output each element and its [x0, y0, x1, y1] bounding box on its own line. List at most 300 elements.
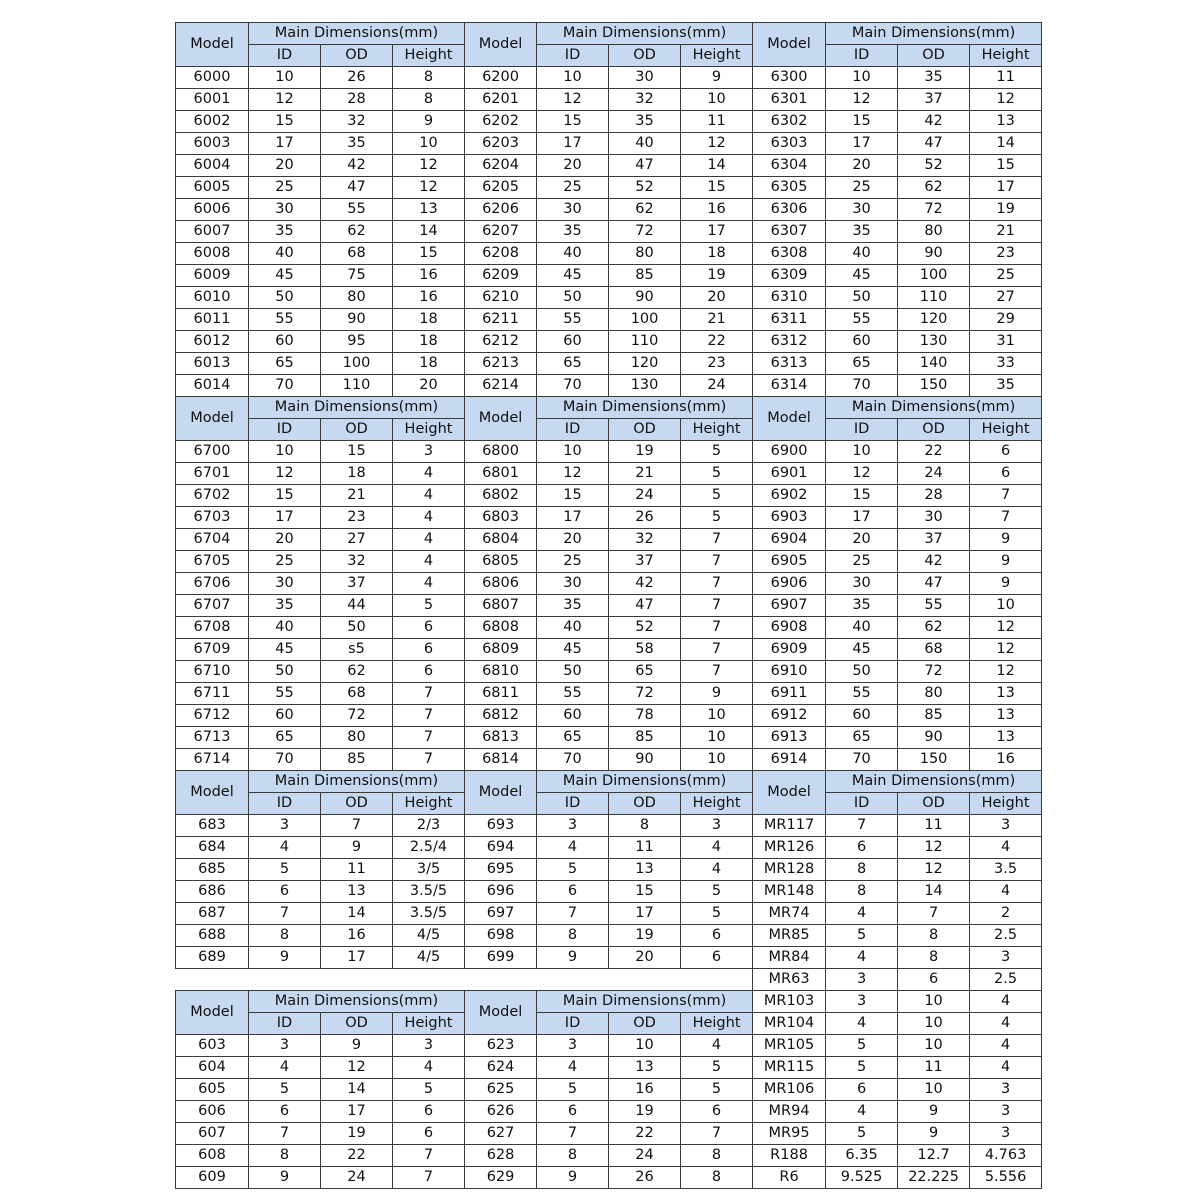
main-dimensions-header: Main Dimensions(mm) [537, 771, 753, 793]
model-cell: 6806 [465, 573, 537, 595]
model-cell: 6709 [176, 639, 249, 661]
height-cell: 20 [681, 287, 753, 309]
height-cell: 13 [970, 727, 1042, 749]
id-cell: 25 [826, 551, 898, 573]
table-row [176, 309, 1042, 331]
id-cell: 30 [826, 573, 898, 595]
height-cell: 16 [681, 199, 753, 221]
table-row [176, 507, 1042, 529]
od-cell: 95 [321, 331, 393, 353]
model-cell: 605 [176, 1079, 249, 1101]
id-cell: 40 [826, 617, 898, 639]
od-cell: 80 [898, 683, 970, 705]
model-cell: 6812 [465, 705, 537, 727]
table-row [176, 903, 1042, 925]
model-cell: 623 [465, 1035, 537, 1057]
model-cell: 6305 [753, 177, 826, 199]
model-cell: 6213 [465, 353, 537, 375]
od-cell: 100 [898, 265, 970, 287]
model-cell: MR85 [753, 925, 826, 947]
od-cell: 6 [898, 969, 970, 991]
height-cell: 31 [970, 331, 1042, 353]
id-cell: 20 [249, 529, 321, 551]
model-cell: 609 [176, 1167, 249, 1189]
od-cell: 47 [609, 155, 681, 177]
model-cell: 6000 [176, 67, 249, 89]
model-header: Model [753, 771, 826, 815]
height-cell: 16 [393, 287, 465, 309]
id-cell: 4 [249, 1057, 321, 1079]
height-header: Height [393, 419, 465, 441]
id-cell: 9 [249, 947, 321, 969]
id-cell: 60 [249, 705, 321, 727]
od-cell: 22.225 [898, 1167, 970, 1189]
id-cell: 6 [537, 1101, 609, 1123]
table-row [176, 133, 1042, 155]
od-cell: 9 [898, 1123, 970, 1145]
table-row [176, 463, 1042, 485]
od-cell: 80 [321, 287, 393, 309]
header-row [176, 771, 1042, 793]
model-cell: 6206 [465, 199, 537, 221]
height-cell: 10 [970, 595, 1042, 617]
od-cell: 8 [898, 947, 970, 969]
height-header: Height [970, 45, 1042, 67]
model-cell: 6911 [753, 683, 826, 705]
od-cell: 20 [609, 947, 681, 969]
od-cell: 7 [898, 903, 970, 925]
height-cell: 6 [970, 441, 1042, 463]
model-cell: 6301 [753, 89, 826, 111]
height-cell: 3 [970, 1079, 1042, 1101]
od-cell: 12 [321, 1057, 393, 1079]
height-cell: 7 [393, 1167, 465, 1189]
id-cell: 9 [249, 1167, 321, 1189]
model-cell: 697 [465, 903, 537, 925]
id-cell: 12 [826, 463, 898, 485]
model-cell: MR104 [753, 1013, 826, 1035]
model-cell: 6006 [176, 199, 249, 221]
id-header: ID [249, 1013, 321, 1035]
height-cell: 18 [393, 353, 465, 375]
main-dimensions-header: Main Dimensions(mm) [537, 397, 753, 419]
model-cell: 6808 [465, 617, 537, 639]
id-cell: 70 [826, 749, 898, 771]
height-cell: 4 [970, 1035, 1042, 1057]
table-row [176, 221, 1042, 243]
od-cell: 8 [898, 925, 970, 947]
id-cell: 15 [537, 485, 609, 507]
height-cell: 5 [681, 441, 753, 463]
od-cell: 90 [321, 309, 393, 331]
table-row [176, 1079, 1042, 1101]
table-row [176, 529, 1042, 551]
height-cell: 12 [970, 661, 1042, 683]
id-cell: 9 [537, 947, 609, 969]
od-cell: 26 [321, 67, 393, 89]
id-cell: 12 [537, 89, 609, 111]
od-cell: 42 [898, 551, 970, 573]
id-cell: 12 [826, 89, 898, 111]
height-cell: 11 [970, 67, 1042, 89]
height-cell: 4 [970, 991, 1042, 1013]
height-cell: 8 [393, 67, 465, 89]
model-cell: 686 [176, 881, 249, 903]
id-cell: 45 [826, 265, 898, 287]
od-cell: 47 [321, 177, 393, 199]
height-cell: 2.5 [970, 969, 1042, 991]
model-cell: 603 [176, 1035, 249, 1057]
id-cell: 20 [537, 529, 609, 551]
height-cell: 14 [393, 221, 465, 243]
od-cell: 30 [898, 507, 970, 529]
id-cell: 30 [537, 573, 609, 595]
od-cell: 37 [898, 89, 970, 111]
od-cell: 68 [898, 639, 970, 661]
model-cell: MR117 [753, 815, 826, 837]
height-cell: 3 [681, 815, 753, 837]
od-cell: 28 [321, 89, 393, 111]
id-cell: 3 [537, 1035, 609, 1057]
model-cell: 6800 [465, 441, 537, 463]
id-cell: 12 [537, 463, 609, 485]
model-cell: 6200 [465, 67, 537, 89]
model-header: Model [753, 23, 826, 67]
table-row [176, 177, 1042, 199]
height-cell: 5 [393, 1079, 465, 1101]
id-cell: 35 [537, 595, 609, 617]
od-cell: 85 [321, 749, 393, 771]
height-cell: 9 [393, 111, 465, 133]
id-cell: 5 [249, 859, 321, 881]
model-cell: 6312 [753, 331, 826, 353]
od-cell: 90 [898, 243, 970, 265]
id-cell: 4 [826, 1101, 898, 1123]
height-cell: 18 [681, 243, 753, 265]
id-cell: 70 [537, 375, 609, 397]
height-cell: 13 [393, 199, 465, 221]
table-row [176, 1101, 1042, 1123]
model-header: Model [465, 771, 537, 815]
height-cell: 7 [393, 705, 465, 727]
height-header: Height [681, 419, 753, 441]
id-cell: 20 [826, 529, 898, 551]
od-cell: 130 [609, 375, 681, 397]
height-cell: 7 [681, 529, 753, 551]
table-row [176, 969, 1042, 991]
subheader-row [176, 1013, 1042, 1035]
od-cell: 68 [321, 243, 393, 265]
id-cell: 3 [826, 969, 898, 991]
height-cell: 15 [393, 243, 465, 265]
main-dimensions-header: Main Dimensions(mm) [249, 397, 465, 419]
model-cell: 6302 [753, 111, 826, 133]
od-cell: 17 [609, 903, 681, 925]
model-header: Model [176, 23, 249, 67]
id-cell: 9.525 [826, 1167, 898, 1189]
table-row [176, 837, 1042, 859]
model-cell: 627 [465, 1123, 537, 1145]
od-cell: 9 [321, 837, 393, 859]
height-cell: 2 [970, 903, 1042, 925]
height-cell: 21 [681, 309, 753, 331]
id-cell: 35 [249, 221, 321, 243]
table-row [176, 947, 1042, 969]
model-cell: 6311 [753, 309, 826, 331]
height-cell: 12 [970, 89, 1042, 111]
height-cell: 4.763 [970, 1145, 1042, 1167]
model-cell: MR148 [753, 881, 826, 903]
od-cell: 13 [609, 1057, 681, 1079]
table-row [176, 111, 1042, 133]
height-cell: 4 [970, 1013, 1042, 1035]
id-cell: 7 [249, 903, 321, 925]
model-cell: 684 [176, 837, 249, 859]
model-cell: MR115 [753, 1057, 826, 1079]
od-cell: 110 [321, 375, 393, 397]
id-cell: 4 [249, 837, 321, 859]
od-cell: 24 [898, 463, 970, 485]
id-cell: 5 [826, 1123, 898, 1145]
height-cell: 3 [970, 1123, 1042, 1145]
id-cell: 25 [826, 177, 898, 199]
height-header: Height [681, 1013, 753, 1035]
model-cell: 6304 [753, 155, 826, 177]
model-cell: 6306 [753, 199, 826, 221]
od-cell: 120 [609, 353, 681, 375]
od-cell: 58 [609, 639, 681, 661]
model-cell: 683 [176, 815, 249, 837]
od-cell: 10 [898, 1079, 970, 1101]
id-cell: 6 [249, 1101, 321, 1123]
table-row [176, 661, 1042, 683]
model-cell: MR94 [753, 1101, 826, 1123]
model-header: Model [465, 991, 537, 1035]
id-cell: 6 [826, 1079, 898, 1101]
model-cell: 6902 [753, 485, 826, 507]
od-cell: 55 [321, 199, 393, 221]
id-cell: 65 [249, 727, 321, 749]
height-cell: 7 [393, 727, 465, 749]
height-cell: 3 [970, 947, 1042, 969]
height-cell: 14 [970, 133, 1042, 155]
od-cell: 19 [609, 925, 681, 947]
height-cell: 12 [970, 639, 1042, 661]
od-cell: 80 [898, 221, 970, 243]
table-row [176, 67, 1042, 89]
height-cell: 5 [681, 1057, 753, 1079]
model-cell: MR126 [753, 837, 826, 859]
id-cell: 8 [537, 1145, 609, 1167]
od-cell: 9 [321, 1035, 393, 1057]
id-cell: 25 [537, 551, 609, 573]
id-cell: 20 [537, 155, 609, 177]
id-cell: 10 [537, 67, 609, 89]
model-cell: 6002 [176, 111, 249, 133]
model-cell: 6003 [176, 133, 249, 155]
id-cell: 65 [537, 727, 609, 749]
id-cell: 6 [537, 881, 609, 903]
height-cell: 4 [393, 551, 465, 573]
height-header: Height [970, 419, 1042, 441]
id-cell: 8 [249, 1145, 321, 1167]
od-cell: 35 [609, 111, 681, 133]
od-cell: 35 [321, 133, 393, 155]
height-cell: 29 [970, 309, 1042, 331]
id-cell: 25 [249, 177, 321, 199]
subheader-row [176, 419, 1042, 441]
id-cell: 25 [537, 177, 609, 199]
id-cell: 12 [249, 463, 321, 485]
od-cell: 30 [609, 67, 681, 89]
model-header: Model [176, 771, 249, 815]
height-cell: 16 [970, 749, 1042, 771]
od-cell: 28 [898, 485, 970, 507]
height-cell: 18 [393, 309, 465, 331]
od-header: OD [321, 419, 393, 441]
id-cell: 5 [537, 859, 609, 881]
height-cell: 7 [681, 639, 753, 661]
model-cell: 6804 [465, 529, 537, 551]
od-cell: 10 [898, 991, 970, 1013]
height-cell: 5 [393, 595, 465, 617]
id-cell: 5 [826, 925, 898, 947]
id-cell: 10 [249, 67, 321, 89]
od-cell: 19 [609, 441, 681, 463]
model-cell: 6207 [465, 221, 537, 243]
id-cell: 7 [537, 1123, 609, 1145]
od-cell: 15 [321, 441, 393, 463]
model-cell: 6712 [176, 705, 249, 727]
model-cell: 6308 [753, 243, 826, 265]
height-cell: 4 [393, 1057, 465, 1079]
table-row [176, 1167, 1042, 1189]
model-cell: 607 [176, 1123, 249, 1145]
model-cell: 6906 [753, 573, 826, 595]
height-cell: 9 [970, 573, 1042, 595]
id-header: ID [826, 419, 898, 441]
id-cell: 55 [826, 309, 898, 331]
od-cell: 16 [321, 925, 393, 947]
od-cell: 27 [321, 529, 393, 551]
height-cell: 6 [393, 1101, 465, 1123]
od-cell: 42 [609, 573, 681, 595]
height-cell: 23 [681, 353, 753, 375]
od-header: OD [609, 45, 681, 67]
height-cell: 3.5/5 [393, 881, 465, 903]
od-cell: 110 [609, 331, 681, 353]
model-cell: 6811 [465, 683, 537, 705]
height-header: Height [393, 793, 465, 815]
id-cell: 8 [826, 881, 898, 903]
height-header: Height [393, 1013, 465, 1035]
od-cell: 100 [321, 353, 393, 375]
model-cell: 6904 [753, 529, 826, 551]
table-row [176, 749, 1042, 771]
model-header: Model [465, 23, 537, 67]
id-cell: 35 [537, 221, 609, 243]
model-cell: 696 [465, 881, 537, 903]
model-cell: 6204 [465, 155, 537, 177]
height-cell: 4 [970, 837, 1042, 859]
table-row [176, 595, 1042, 617]
od-cell: 14 [898, 881, 970, 903]
height-cell: 7 [393, 749, 465, 771]
id-cell: 8 [826, 859, 898, 881]
model-header: Model [753, 397, 826, 441]
height-cell: 12 [393, 177, 465, 199]
height-cell: 17 [681, 221, 753, 243]
model-cell: 608 [176, 1145, 249, 1167]
id-cell: 55 [249, 309, 321, 331]
table-row [176, 155, 1042, 177]
height-cell: 4/5 [393, 947, 465, 969]
model-cell: 6011 [176, 309, 249, 331]
id-cell: 20 [826, 155, 898, 177]
model-cell: 6202 [465, 111, 537, 133]
od-cell: 11 [898, 815, 970, 837]
od-cell: 90 [609, 749, 681, 771]
table-row [176, 1145, 1042, 1167]
model-header: Model [176, 397, 249, 441]
height-cell: 7 [970, 507, 1042, 529]
model-cell: MR63 [753, 969, 826, 991]
height-cell: 8 [393, 89, 465, 111]
id-cell: 17 [537, 507, 609, 529]
height-cell: 13 [970, 111, 1042, 133]
id-cell: 40 [249, 617, 321, 639]
model-cell: 6908 [753, 617, 826, 639]
main-dimensions-header: Main Dimensions(mm) [537, 23, 753, 45]
id-cell: 50 [249, 661, 321, 683]
id-cell: 70 [537, 749, 609, 771]
model-cell: 6701 [176, 463, 249, 485]
spacer-cell [176, 969, 753, 991]
id-cell: 35 [826, 221, 898, 243]
id-cell: 45 [249, 639, 321, 661]
od-header: OD [321, 45, 393, 67]
model-cell: 6814 [465, 749, 537, 771]
model-cell: 6212 [465, 331, 537, 353]
model-cell: MR106 [753, 1079, 826, 1101]
height-cell: 10 [681, 749, 753, 771]
od-cell: 150 [898, 749, 970, 771]
id-cell: 15 [826, 485, 898, 507]
id-cell: 4 [826, 903, 898, 925]
od-cell: 22 [321, 1145, 393, 1167]
height-cell: 9 [681, 67, 753, 89]
table-row [176, 705, 1042, 727]
model-cell: MR103 [753, 991, 826, 1013]
model-cell: 6802 [465, 485, 537, 507]
od-cell: 10 [898, 1013, 970, 1035]
table-row [176, 485, 1042, 507]
model-cell: 6700 [176, 441, 249, 463]
id-header: ID [249, 419, 321, 441]
od-cell: 26 [609, 1167, 681, 1189]
od-cell: 130 [898, 331, 970, 353]
id-cell: 45 [826, 639, 898, 661]
id-cell: 70 [249, 375, 321, 397]
table-row [176, 287, 1042, 309]
height-cell: 7 [681, 551, 753, 573]
height-cell: 7 [970, 485, 1042, 507]
id-cell: 40 [537, 243, 609, 265]
model-cell: 6707 [176, 595, 249, 617]
id-cell: 5 [537, 1079, 609, 1101]
id-cell: 3 [249, 1035, 321, 1057]
table-row [176, 441, 1042, 463]
